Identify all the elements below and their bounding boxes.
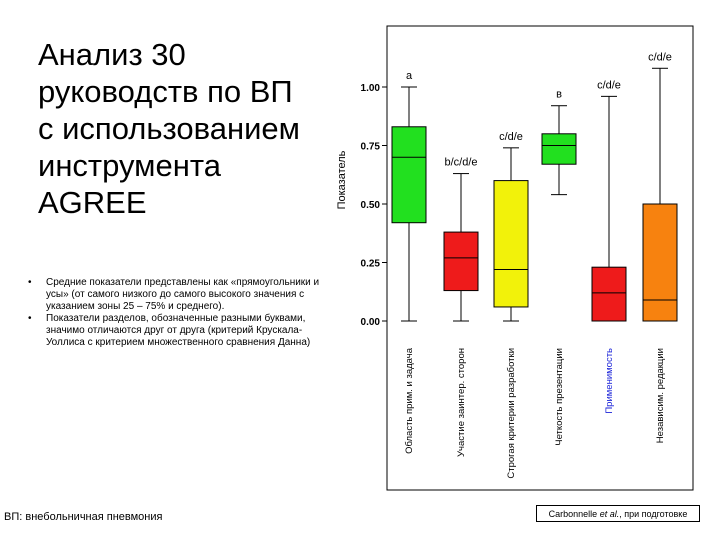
y-tick-label: 0.25 [360,258,380,270]
chart-layer [361,26,693,490]
source-etal: et al. [599,509,620,519]
box [444,232,478,291]
category-label: Строгая критерии разработки [506,348,517,479]
source-rest: , при подготовке [619,509,688,519]
source-author: Carbonnelle [548,509,598,519]
significance-letter: c/d/e [597,79,621,92]
box [392,127,426,223]
title-line: Анализ 30 [38,37,186,72]
box [494,181,528,307]
significance-letter: a [405,70,413,82]
category-label: Область прим. и задача [404,348,415,454]
y-axis-label: Показатель [336,150,348,210]
title-line: руководств по ВП [38,74,293,109]
title-line: с использованием [38,111,300,146]
footnote: ВП: внебольничная пневмония [4,511,163,523]
category-label: Участие заинтер. сторон [456,348,467,457]
category-label: Применимость [604,348,615,414]
y-tick-label: 0.50 [360,200,380,211]
y-tick-label: 1.00 [360,83,380,94]
significance-letter: c/d/e [648,51,672,64]
y-tick-label: 0.00 [360,317,380,328]
significance-letter: c/d/e [499,130,523,143]
significance-letter: в [556,88,562,101]
bullet-item: • Средние показатели представлены как «прямоугольники и усы» (от самого низкого до самого высокого значения с указанием зоны 25 – 75% и среднего). [28,277,328,313]
category-label: Независим. редакции [655,348,666,444]
y-tick-label: 0.75 [360,141,380,153]
source-citation [536,505,700,522]
box [542,134,576,164]
bullet-item: • Показатели разделов, обозначенные разными буквами, значимо отличаются друг от друга (критерий Крускала-Уоллиса с критерием множественного сравнения Данна) [28,313,328,349]
title-line: инструмента [38,148,221,183]
box [643,204,677,321]
box [592,267,626,321]
category-label: Четкость презентации [554,348,565,446]
title-line: AGREE [38,185,147,220]
significance-letter: b/c/d/e [444,156,478,169]
